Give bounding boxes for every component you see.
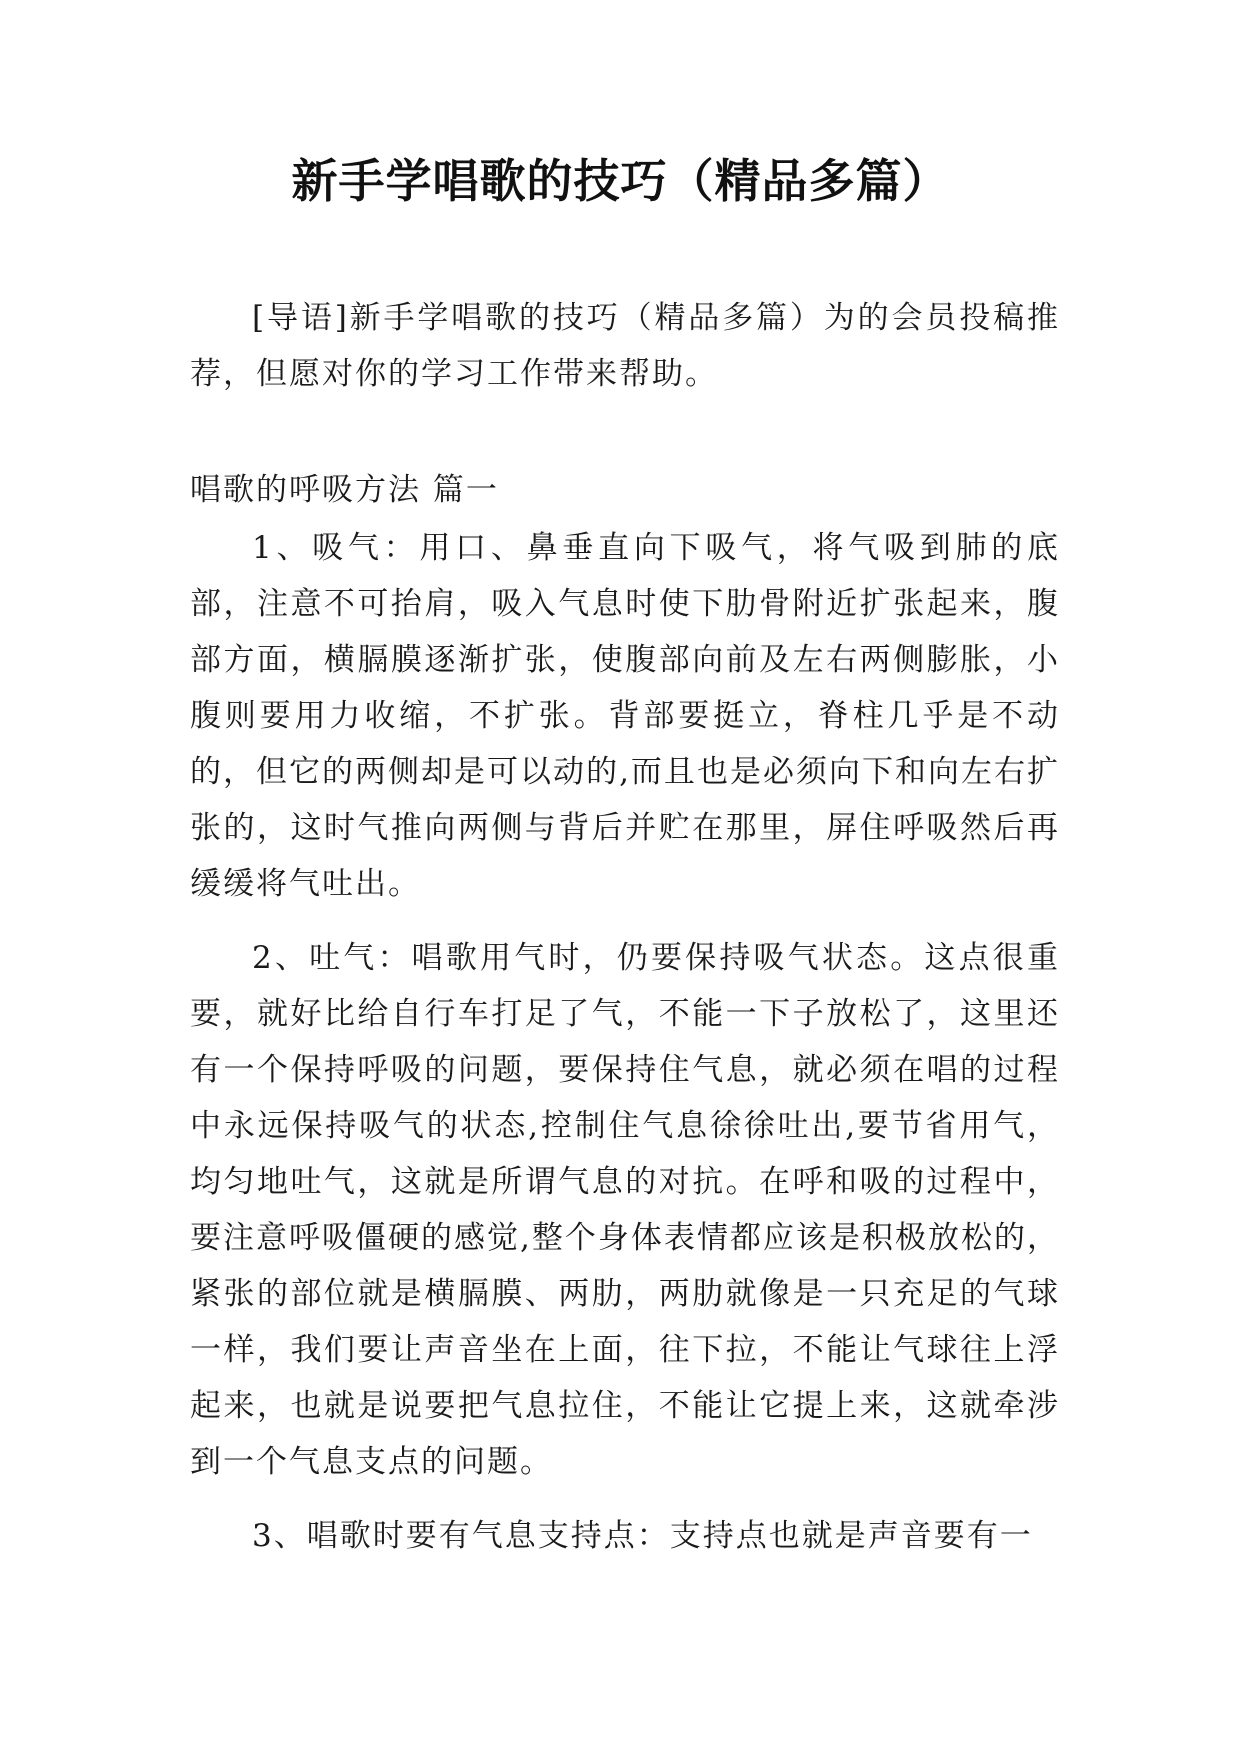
body-paragraph-1: 1、吸气：用口、鼻垂直向下吸气，将气吸到肺的底部，注意不可抬肩，吸入气息时使下肋骨附近扩张起来，腹部方面，横膈膜逐渐扩张，使腹部向前及左右两侧膨胀，小腹则要用力收缩，不扩张。背部要挺立，脊柱几乎是不动的，但它的两侧却是可以动的,而且也是必须向下和向左右扩张的，这时气推向两侧与背后并贮在那里，屏住呼吸然后再缓缓将气吐出。 xyxy=(190,530,1060,902)
body-paragraph-2: 2、吐气：唱歌用气时，仍要保持吸气状态。这点很重要，就好比给自行车打足了气，不能一下子放松了，这里还有一个保持呼吸的问题，要保持住气息，就必须在唱的过程中永远保持吸气的状态,控制住气息徐徐吐出,要节省用气，均匀地吐气，这就是所谓气息的对抗。在呼和吸的过程中，要注意呼吸僵硬的感觉,整个身体表情都应该是积极放松的，紧张的部位就是横膈膜、两肋，两肋就像是一只充足的气球一样，我们要让声音坐在上面，往下拉，不能让气球往上浮起来，也就是说要把气息拉住，不能让它提上来，这就牵涉到一个气息支点的问题。 xyxy=(190,940,1060,1480)
document-title: 新手学唱歌的技巧（精品多篇） xyxy=(291,154,950,208)
section-heading: 唱歌的呼吸方法 篇一 xyxy=(190,472,499,508)
intro-paragraph: [导语]新手学唱歌的技巧（精品多篇）为的会员投稿推荐，但愿对你的学习工作带来帮助。 xyxy=(190,300,1060,392)
body-paragraph-3: 3、唱歌时要有气息支持点：支持点也就是声音要有一 xyxy=(252,1518,1033,1554)
